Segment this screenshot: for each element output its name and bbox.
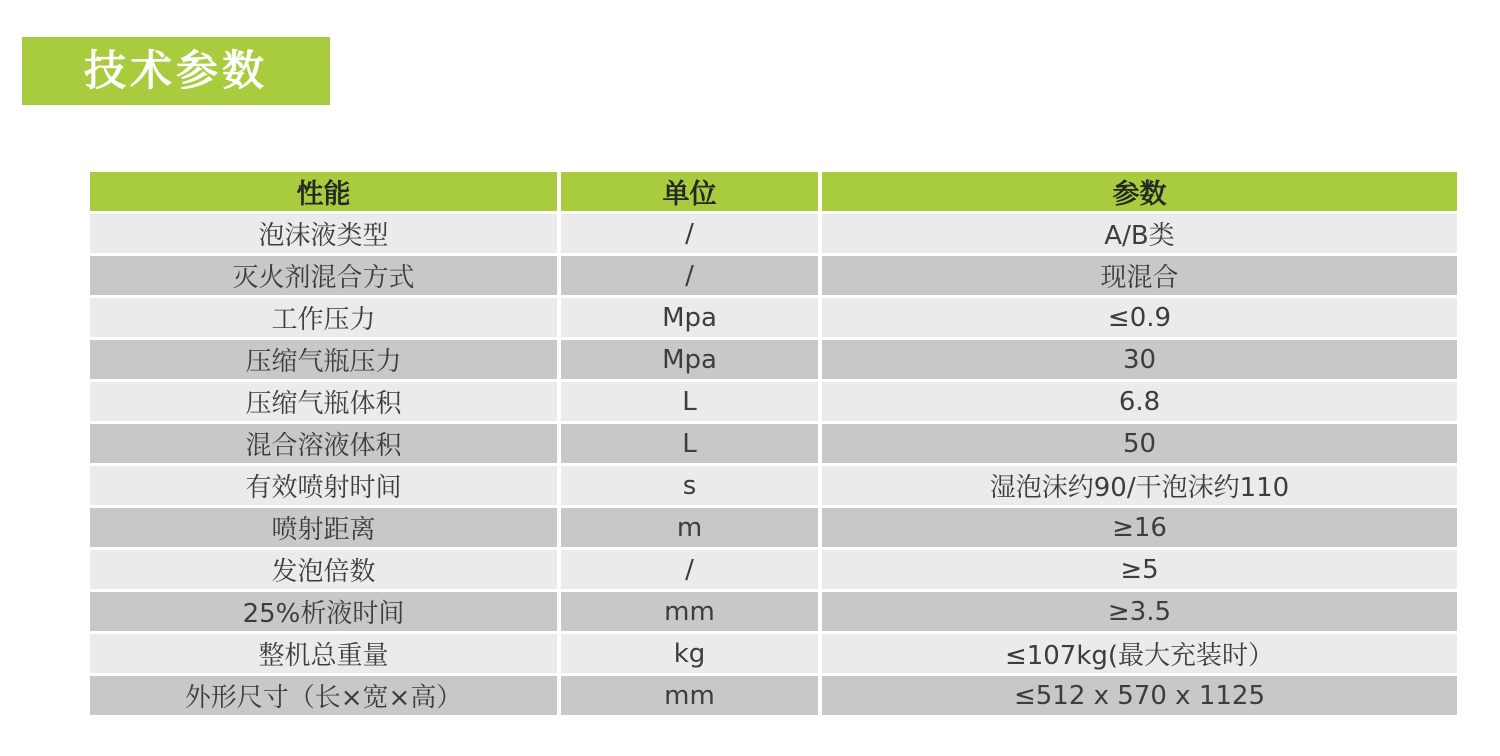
cell-parameter: A/B类 (822, 214, 1457, 253)
cell-performance: 发泡倍数 (90, 550, 557, 589)
cell-parameter: ≥5 (822, 550, 1457, 589)
cell-parameter: ≤0.9 (822, 298, 1457, 337)
column-header-parameter: 参数 (822, 172, 1457, 211)
cell-parameter: 50 (822, 424, 1457, 463)
cell-parameter: 30 (822, 340, 1457, 379)
cell-unit: L (561, 424, 818, 463)
cell-parameter: ≤107kg(最大充装时） (822, 634, 1457, 673)
cell-performance: 压缩气瓶压力 (90, 340, 557, 379)
cell-parameter: 湿泡沫约90/干泡沫约110 (822, 466, 1457, 505)
column-header-performance: 性能 (90, 172, 557, 211)
cell-parameter: ≥16 (822, 508, 1457, 547)
cell-unit: mm (561, 676, 818, 715)
cell-unit: mm (561, 592, 818, 631)
cell-performance: 整机总重量 (90, 634, 557, 673)
cell-performance: 混合溶液体积 (90, 424, 557, 463)
cell-unit: L (561, 382, 818, 421)
cell-unit: Mpa (561, 340, 818, 379)
cell-unit: m (561, 508, 818, 547)
spec-table (90, 172, 1457, 715)
cell-parameter: 6.8 (822, 382, 1457, 421)
cell-performance: 灭火剂混合方式 (90, 256, 557, 295)
cell-unit: s (561, 466, 818, 505)
section-title-banner (22, 37, 330, 105)
cell-unit: kg (561, 634, 818, 673)
cell-performance: 有效喷射时间 (90, 466, 557, 505)
cell-performance: 外形尺寸（长×宽×高） (90, 676, 557, 715)
cell-performance: 工作压力 (90, 298, 557, 337)
cell-performance: 压缩气瓶体积 (90, 382, 557, 421)
cell-parameter: 现混合 (822, 256, 1457, 295)
cell-performance: 泡沫液类型 (90, 214, 557, 253)
section-title: 技术参数 (83, 46, 268, 95)
cell-unit: / (561, 256, 818, 295)
cell-performance: 喷射距离 (90, 508, 557, 547)
column-header-unit: 单位 (561, 172, 818, 211)
cell-parameter: ≤512 x 570 x 1125 (822, 676, 1457, 715)
cell-unit: Mpa (561, 298, 818, 337)
cell-unit: / (561, 550, 818, 589)
cell-unit: / (561, 214, 818, 253)
cell-parameter: ≥3.5 (822, 592, 1457, 631)
cell-performance: 25%析液时间 (90, 592, 557, 631)
